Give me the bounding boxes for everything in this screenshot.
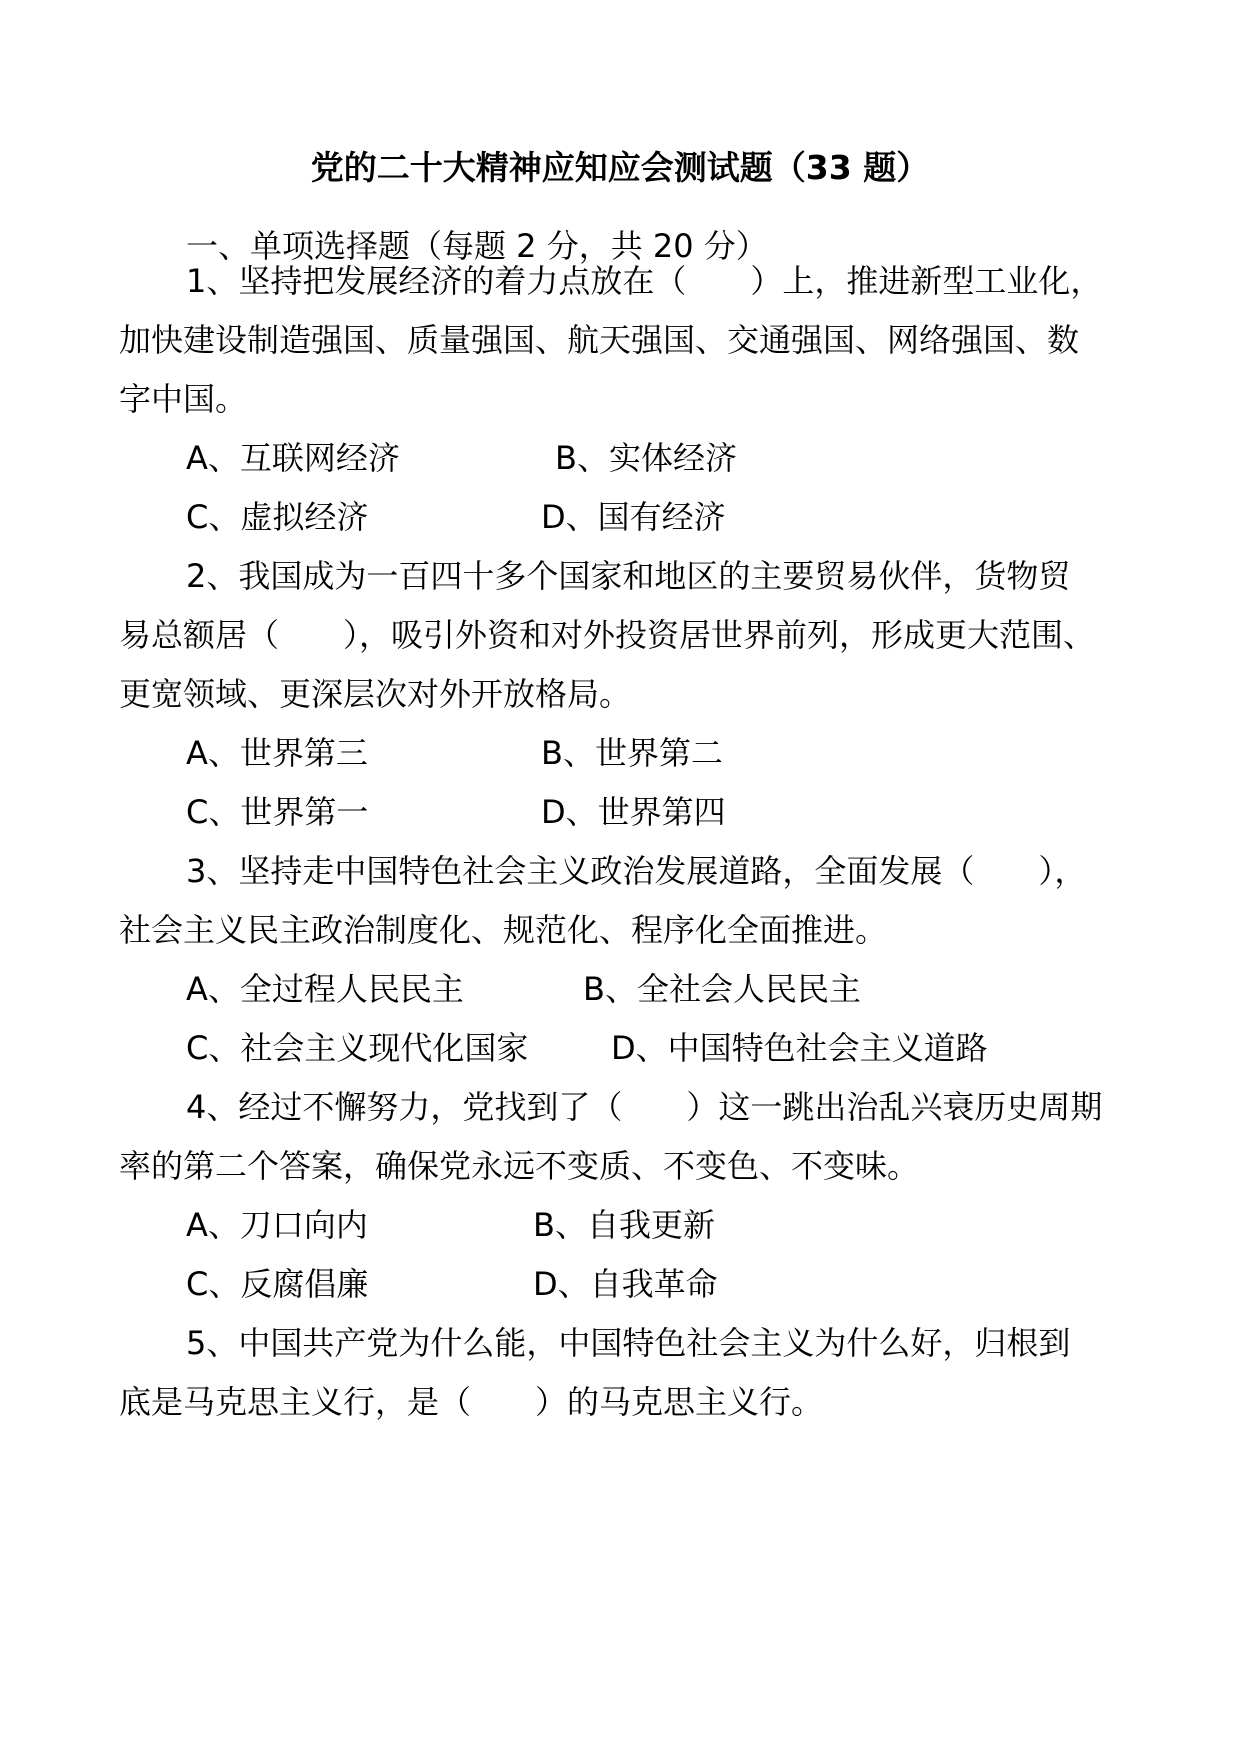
question-2-stem-line-3: 更宽领域、更深层次对外开放格局。 <box>119 675 632 713</box>
question-2-stem-line-1: 2、我国成为一百四十多个国家和地区的主要贸易伙伴，货物贸 <box>186 557 1071 595</box>
question-1-option-c: C、虚拟经济 <box>186 498 369 536</box>
question-5-stem-line-2: 底是马克思主义行，是（ ）的马克思主义行。 <box>119 1383 824 1421</box>
question-3-stem-line-1: 3、坚持走中国特色社会主义政治发展道路，全面发展（ ）， <box>186 852 1087 890</box>
question-4-option-a: A、刀口向内 <box>186 1206 368 1244</box>
question-1-stem-line-2: 加快建设制造强国、质量强国、航天强国、交通强国、网络强国、数 <box>119 321 1080 359</box>
question-1-option-d: D、国有经济 <box>541 498 726 536</box>
question-4-option-c: C、反腐倡廉 <box>186 1265 369 1303</box>
question-1-stem-line-1: 1、坚持把发展经济的着力点放在（ ）上，推进新型工业化， <box>186 262 1103 300</box>
question-4-option-b: B、自我更新 <box>533 1206 715 1244</box>
question-2-option-d: D、世界第四 <box>541 793 726 831</box>
question-3-option-a: A、全过程人民民主 <box>186 970 464 1008</box>
question-1-option-b: B、实体经济 <box>555 439 737 477</box>
question-3-option-d: D、中国特色社会主义道路 <box>611 1029 988 1067</box>
question-2-option-b: B、世界第二 <box>541 734 723 772</box>
question-3-option-c: C、社会主义现代化国家 <box>186 1029 529 1067</box>
question-4-stem-line-1: 4、经过不懈努力，党找到了（ ）这一跳出治乱兴衰历史周期 <box>186 1088 1103 1126</box>
question-3-stem-line-2: 社会主义民主政治制度化、规范化、程序化全面推进。 <box>119 911 888 949</box>
question-4-stem-line-2: 率的第二个答案，确保党永远不变质、不变色、不变味。 <box>119 1147 920 1185</box>
section-heading: 一、单项选择题（每题 2 分，共 20 分） <box>186 227 768 265</box>
question-1-option-a: A、互联网经济 <box>186 439 400 477</box>
question-5-stem-line-1: 5、中国共产党为什么能，中国特色社会主义为什么好，归根到 <box>186 1324 1071 1362</box>
document-title: 党的二十大精神应知应会测试题（33 题） <box>310 148 930 187</box>
question-2-option-c: C、世界第一 <box>186 793 369 831</box>
question-1-stem-line-3: 字中国。 <box>119 380 248 418</box>
question-4-option-d: D、自我革命 <box>533 1265 718 1303</box>
question-2-stem-line-2: 易总额居（ ），吸引外资和对外投资居世界前列，形成更大范围、 <box>119 616 1096 654</box>
question-3-option-b: B、全社会人民民主 <box>583 970 861 1008</box>
question-2-option-a: A、世界第三 <box>186 734 368 772</box>
